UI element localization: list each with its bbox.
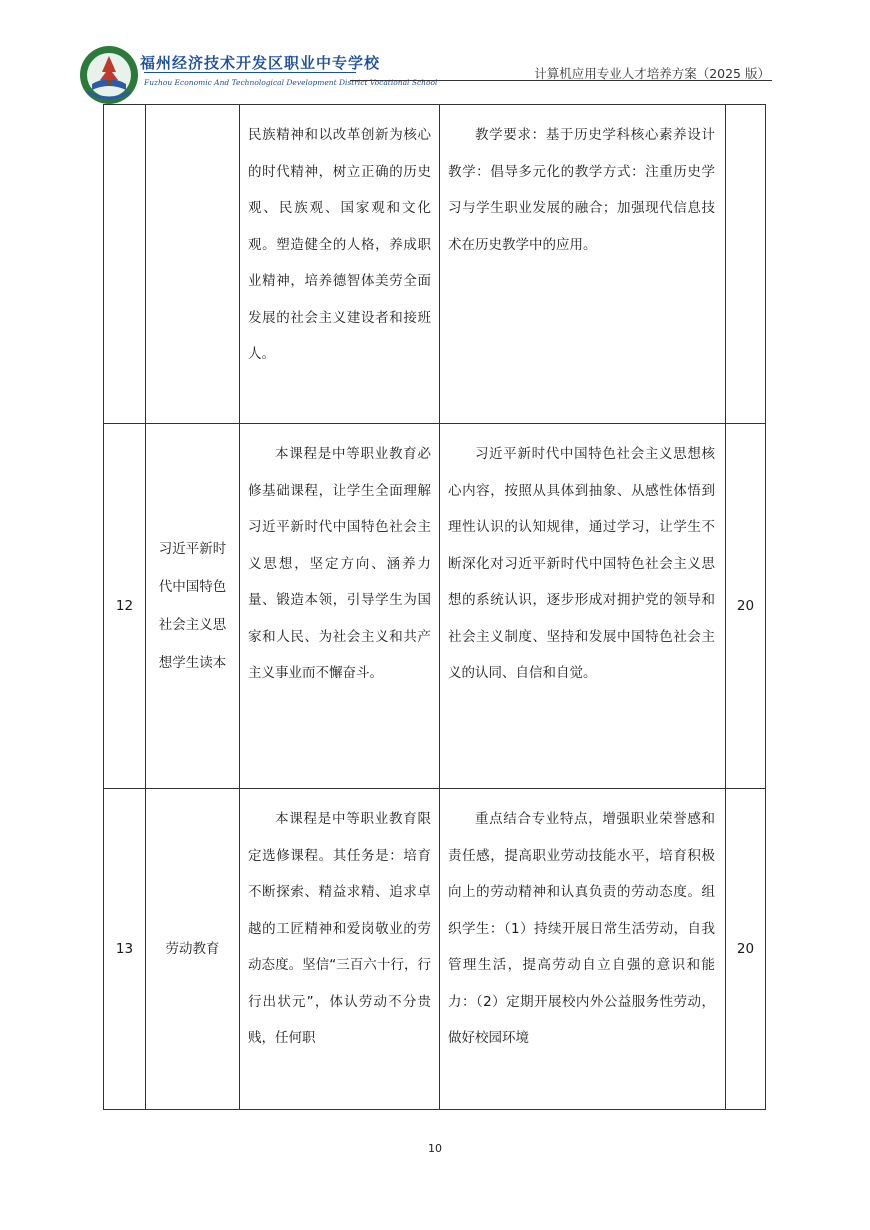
course-name-cell <box>146 105 240 423</box>
course-name-cell <box>146 424 240 788</box>
course-content: 重点结合专业特点，增强职业荣誉感和责任感，提高职业劳动技能水平，培育积极向上的劳动精神和认真负责的劳动态度。组织学生：（1）持续开展日常生活劳动，自我管理生活，提高劳动自立自强的意识和能力：（2）定期开展校内外公益服务性劳动，做好校园环境 <box>448 811 715 1046</box>
table-row <box>104 789 765 1109</box>
course-objective: 本课程是中等职业教育限定选修课程。其任务是：培育不断探索、精益求精、追求卓越的工匠精神和爱岗敬业的劳动态度。坚信“三百六十行，行行出状元”，体认劳动不分贵贱，任何职 <box>248 811 431 1046</box>
course-hours: 20 <box>736 598 755 614</box>
document-title: 计算机应用专业人才培养方案（2025 版） <box>534 66 770 81</box>
table-row <box>104 424 765 789</box>
course-name: 习近平新时代中国特色社会主义思想学生读本 <box>158 541 227 671</box>
row-number-cell <box>104 424 146 788</box>
row-number: 13 <box>115 941 134 957</box>
school-name-en: Fuzhou Economic And Technological Development District Vocational School <box>144 78 438 87</box>
objective-cell <box>240 789 440 1109</box>
school-name-rule <box>144 72 356 73</box>
table-row <box>104 105 765 424</box>
row-number: 12 <box>115 598 134 614</box>
course-content: 习近平新时代中国特色社会主义思想核心内容，按照从具体到抽象、从感性体悟到理性认识的认知规律，通过学习，让学生不断深化对习近平新时代中国特色社会主义思想的系统认识，逐步形成对拥护党的领导和社会主义制度、坚持和发展中国特色社会主义的认同、自信和自觉。 <box>448 446 715 681</box>
row-number-cell <box>104 789 146 1109</box>
header-divider <box>350 80 772 81</box>
course-objective: 民族精神和以改革创新为核心的时代精神，树立正确的历史观、民族观、国家观和文化观。塑造健全的人格，养成职业精神，培养德智体美劳全面发展的社会主义建设者和接班人。 <box>248 127 431 362</box>
content-cell <box>440 105 726 423</box>
row-number-cell <box>104 105 146 423</box>
school-name: 福州经济技术开发区职业中专学校 <box>140 54 381 72</box>
hours-cell <box>726 789 765 1109</box>
course-table <box>103 104 766 1110</box>
course-objective: 本课程是中等职业教育必修基础课程，让学生全面理解习近平新时代中国特色社会主义思想，坚定方向、涵养力量、锻造本领，引导学生为国家和人民、为社会主义和共产主义事业而不懈奋斗。 <box>248 446 431 681</box>
course-name-cell <box>146 789 240 1109</box>
objective-cell <box>240 105 440 423</box>
content-cell <box>440 424 726 788</box>
course-content: 教学要求：基于历史学科核心素养设计教学：倡导多元化的教学方式：注重历史学习与学生职业发展的融合；加强现代信息技术在历史教学中的应用。 <box>448 127 715 253</box>
content-cell <box>440 789 726 1109</box>
course-hours: 20 <box>736 941 755 957</box>
course-name: 劳动教育 <box>165 941 220 957</box>
hours-cell <box>726 424 765 788</box>
objective-cell <box>240 424 440 788</box>
school-logo <box>78 44 140 106</box>
hours-cell <box>726 105 765 423</box>
page-number: 10 <box>428 1142 442 1155</box>
